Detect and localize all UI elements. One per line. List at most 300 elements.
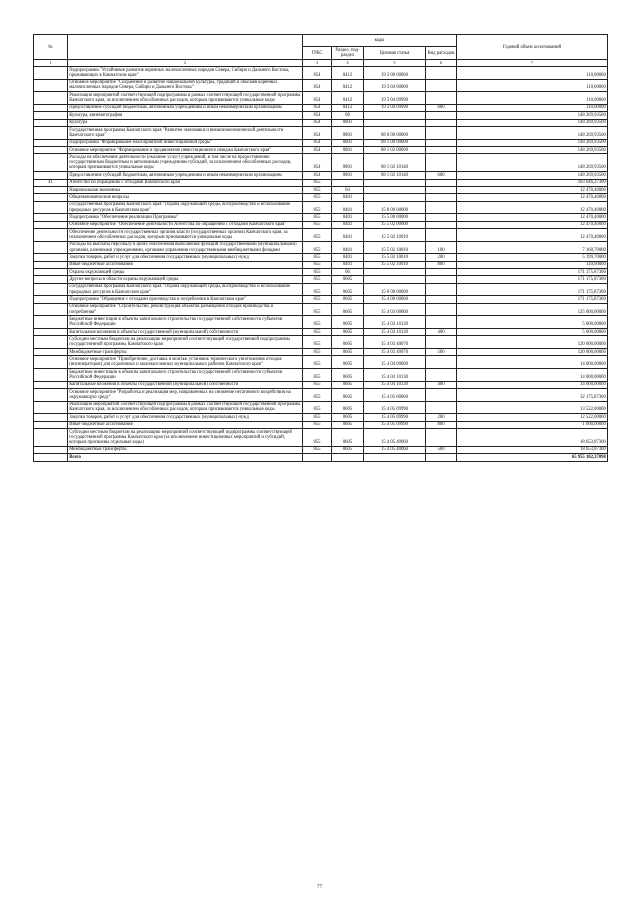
row-expense-type: 200: [426, 254, 457, 261]
row-target-article: 15 5 02 10010: [364, 261, 426, 268]
row-amount: 110,00000: [457, 67, 608, 80]
row-expense-type: [426, 303, 457, 316]
table-header: [34, 35, 608, 67]
row-number: [34, 349, 68, 356]
row-name: Государственная программа Камчатского края "Развитие экономики и внешнеэкономической деятельности Камчатского края": [68, 127, 303, 140]
row-name: Закупка товаров, работ и услуг для обеспечения государственных (муниципальных) нужд: [68, 254, 303, 261]
row-target-article: 15 4 03 40070: [364, 349, 426, 356]
row-grbs: 854: [303, 92, 332, 105]
row-expense-type: [426, 154, 457, 172]
row-target-article: 15 4 05 09990: [364, 414, 426, 421]
row-expense-type: [426, 276, 457, 283]
row-grbs: 855: [303, 261, 332, 268]
row-razdel: 0605: [332, 369, 364, 382]
row-name: Подпрограмма "Формирование благоприятной инвестиционной среды": [68, 139, 303, 146]
row-name: Капитальные вложения в объекты государственной (муниципальной) собственности: [68, 329, 303, 336]
row-number: 41: [34, 179, 68, 186]
row-razdel: 0401: [332, 261, 364, 268]
table-row: [34, 356, 608, 369]
row-grbs: 855: [303, 446, 332, 453]
row-amount: 148 269,93500: [457, 139, 608, 146]
row-expense-type: [426, 79, 457, 92]
row-target-article: [364, 276, 426, 283]
row-number: [34, 296, 68, 303]
row-name: Общеэкономические вопросы: [68, 194, 303, 201]
row-expense-type: 500: [426, 349, 457, 356]
budget-table: [33, 34, 608, 462]
row-number: [34, 254, 68, 261]
row-number: [34, 104, 68, 111]
row-grbs: 855: [303, 414, 332, 421]
row-amount: 148 269,93500: [457, 172, 608, 179]
row-amount: 32 175,87300: [457, 389, 608, 402]
row-grbs: 855: [303, 329, 332, 336]
row-number: [34, 356, 68, 369]
row-name: Межбюджетные трансферты: [68, 349, 303, 356]
row-target-article: 15 4 04 00000: [364, 356, 426, 369]
row-amount: 148 269,93500: [457, 154, 608, 172]
row-expense-type: [426, 389, 457, 402]
row-razdel: 0605: [332, 401, 364, 414]
row-expense-type: [426, 428, 457, 446]
row-amount: 171 175,87300: [457, 296, 608, 303]
row-amount: 171 175,87300: [457, 283, 608, 296]
row-target-article: 15 4 04 10130: [364, 381, 426, 388]
row-number: [34, 127, 68, 140]
row-target-article: 15 5 00 00000: [364, 214, 426, 221]
header-num-7: 7: [457, 60, 608, 67]
row-name: Другие вопросы в области охраны окружающей среды: [68, 276, 303, 283]
row-grbs: 855: [303, 254, 332, 261]
total-grbs: [303, 454, 332, 461]
row-name: Подпрограмма "Обращение с отходами производства и потребления в Камчатском крае": [68, 296, 303, 303]
row-name: Реализация мероприятий соответствующей подпрограммы в рамках соответствующей государственной программы Камчатского края, за исключением обособленных расходов, которым присваиваются уникальные коды: [68, 401, 303, 414]
row-expense-type: [426, 147, 457, 154]
table-row: [34, 269, 608, 276]
row-number: [34, 172, 68, 179]
table-body: [34, 67, 608, 454]
row-amount: 148 269,93500: [457, 147, 608, 154]
row-amount: 110,00000: [457, 261, 608, 268]
row-target-article: 08 0 00 00000: [364, 127, 426, 140]
row-target-article: 19 3 04 09990: [364, 92, 426, 105]
row-name: Основное мероприятие "Разработка и реализация мер, направленных на снижение негативного воздействия на окружающую среду": [68, 389, 303, 402]
row-name: Реализация мероприятий соответствующей подпрограммы в рамках соответствующей государственной программы Камчатского края, за исключением обособленных расходов, которым присваиваются уникальные коды: [68, 92, 303, 105]
table-row: [34, 283, 608, 296]
row-expense-type: 200: [426, 414, 457, 421]
row-razdel: 0412: [332, 92, 364, 105]
row-number: [34, 316, 68, 329]
row-amount: 12 470,40000: [457, 221, 608, 228]
row-amount: 1 000,00000: [457, 421, 608, 428]
row-amount: 12 470,40000: [457, 214, 608, 221]
row-grbs: 855: [303, 221, 332, 228]
row-name: Государственная программа Камчатского края "Охрана окружающей среды, воспроизводство и использование природных ресурсов в Камчатском крае": [68, 201, 303, 214]
header-codes: коды: [303, 35, 457, 47]
row-amount: 125 000,00000: [457, 303, 608, 316]
row-amount: 7 160,70000: [457, 241, 608, 254]
row-expense-type: [426, 296, 457, 303]
row-razdel: 0605: [332, 446, 364, 453]
row-expense-type: [426, 112, 457, 119]
table-row: [34, 349, 608, 356]
row-amount: 110,00000: [457, 104, 608, 111]
table-row: [34, 194, 608, 201]
row-razdel: 0605: [332, 428, 364, 446]
row-expense-type: [426, 283, 457, 296]
row-number: [34, 154, 68, 172]
row-amount: 14 000,00000: [457, 356, 608, 369]
header-amount: Годовой объем ассигнований: [457, 35, 608, 60]
header-num-1: 1: [34, 60, 68, 67]
row-target-article: 15 5 02 10010: [364, 254, 426, 261]
row-grbs: 854: [303, 79, 332, 92]
row-razdel: 06: [332, 269, 364, 276]
row-amount: 171 175,87300: [457, 269, 608, 276]
row-target-article: 19 3 04 09990: [364, 104, 426, 111]
row-name: Закупка товаров, работ и услуг для обеспечения государственных (муниципальных) нужд: [68, 414, 303, 421]
row-razdel: 0605: [332, 349, 364, 356]
row-name: Основное мероприятие "Приобретение, доставка и монтаж установок термического уничтожения отходов (инсинераторов) для отдаленных и малонаселенных муниципальных районов Камчатского края": [68, 356, 303, 369]
row-expense-type: [426, 369, 457, 382]
row-target-article: [364, 119, 426, 126]
row-amount: 5 000,00000: [457, 316, 608, 329]
row-target-article: [364, 112, 426, 119]
header-grbs: ГРБС: [303, 47, 332, 60]
row-number: [34, 214, 68, 221]
row-expense-type: 400: [426, 329, 457, 336]
row-number: [34, 421, 68, 428]
table-row: [34, 241, 608, 254]
row-name: Культура: [68, 119, 303, 126]
total-row: [34, 454, 608, 461]
row-amount: 12 470,40000: [457, 229, 608, 242]
row-amount: 14 000,00000: [457, 369, 608, 382]
total-no: [34, 454, 68, 461]
row-expense-type: [426, 356, 457, 369]
row-amount: 171 175,87300: [457, 276, 608, 283]
row-razdel: 0605: [332, 414, 364, 421]
row-name: Основное мероприятие "Обеспечение деятельности Агентства по обращению с отходами Камчатского края": [68, 221, 303, 228]
row-name: Национальная экономика: [68, 186, 303, 193]
row-grbs: 855: [303, 421, 332, 428]
row-razdel: 0401: [332, 201, 364, 214]
table-row: [34, 316, 608, 329]
table-row: [34, 229, 608, 242]
table-row: [34, 401, 608, 414]
row-number: [34, 336, 68, 349]
row-razdel: 0401: [332, 194, 364, 201]
row-target-article: 15 5 02 10010: [364, 229, 426, 242]
row-name: Подпрограмма "Обеспечение реализации Программы": [68, 214, 303, 221]
row-grbs: 855: [303, 428, 332, 446]
row-grbs: 855: [303, 369, 332, 382]
row-number: [34, 201, 68, 214]
table-row: [34, 381, 608, 388]
row-grbs: 855: [303, 296, 332, 303]
row-amount: 12 470,40000: [457, 201, 608, 214]
row-grbs: 854: [303, 172, 332, 179]
row-target-article: 08 1 02 10140: [364, 154, 426, 172]
row-number: [34, 329, 68, 336]
total-cs: [364, 454, 426, 461]
row-razdel: 0801: [332, 127, 364, 140]
row-grbs: 855: [303, 179, 332, 186]
total-amount: 65 955 102,37098: [457, 454, 608, 461]
row-grbs: 855: [303, 186, 332, 193]
header-num-2: 2: [68, 60, 303, 67]
row-name: Межбюджетные трансферты: [68, 446, 303, 453]
row-amount: 5 199,70000: [457, 254, 608, 261]
table-row: [34, 446, 608, 453]
row-name: Иные бюджетные ассигнования: [68, 421, 303, 428]
row-name: Расходы на обеспечение деятельности (оказание услуг) учреждений, в том числе на предоставление государственным бюджетным и автономным учреждениям субсидий, за исключением обособленных расходов, которым присваиваются уникальные коды: [68, 154, 303, 172]
row-name: Основное мероприятие "Сохранение и развитие национальной культуры, традиций и обычаев коренных малочисленных народов Севера, Сибири и Дальнего Востока": [68, 79, 303, 92]
row-target-article: 15 4 05 09990: [364, 421, 426, 428]
row-grbs: 855: [303, 214, 332, 221]
row-number: [34, 119, 68, 126]
row-razdel: 0605: [332, 381, 364, 388]
row-name: Агентство по обращению с отходами Камчатского края: [68, 179, 303, 186]
row-number: [34, 261, 68, 268]
row-razdel: 0401: [332, 221, 364, 228]
row-name: Предоставление субсидий бюджетным, автономным учреждениям и иным некоммерческим организациям: [68, 104, 303, 111]
table-row: [34, 92, 608, 105]
row-target-article: 15 4 03 00000: [364, 303, 426, 316]
row-number: [34, 186, 68, 193]
row-amount: 12 470,40000: [457, 186, 608, 193]
row-razdel: 0401: [332, 241, 364, 254]
row-grbs: 854: [303, 104, 332, 111]
row-grbs: 855: [303, 316, 332, 329]
row-number: [34, 389, 68, 402]
table-row: [34, 261, 608, 268]
row-number: [34, 67, 68, 80]
row-target-article: 15 4 05 40060: [364, 446, 426, 453]
row-amount: 12 522,00000: [457, 414, 608, 421]
row-expense-type: [426, 229, 457, 242]
row-expense-type: 800: [426, 421, 457, 428]
table-row: [34, 67, 608, 80]
row-razdel: [332, 179, 364, 186]
row-grbs: 854: [303, 127, 332, 140]
row-razdel: 0605: [332, 356, 364, 369]
table-row: [34, 139, 608, 146]
row-grbs: 854: [303, 154, 332, 172]
row-number: [34, 139, 68, 146]
row-target-article: 15 4 05 00000: [364, 389, 426, 402]
row-expense-type: [426, 221, 457, 228]
row-expense-type: [426, 214, 457, 221]
row-number: [34, 401, 68, 414]
row-expense-type: [426, 201, 457, 214]
row-razdel: 0605: [332, 316, 364, 329]
row-target-article: 15 4 03 10130: [364, 316, 426, 329]
row-target-article: [364, 186, 426, 193]
row-grbs: 855: [303, 201, 332, 214]
row-name: Бюджетные инвестиции в объекты капитального строительства государственной собственности субъектов Российской Федерации: [68, 369, 303, 382]
header-num-6: 6: [426, 60, 457, 67]
header-num-5: 5: [364, 60, 426, 67]
row-grbs: 854: [303, 67, 332, 80]
row-amount: 110,00000: [457, 92, 608, 105]
row-expense-type: [426, 194, 457, 201]
row-amount: 183 646,27300: [457, 179, 608, 186]
row-razdel: 0605: [332, 336, 364, 349]
header-cs: Целевая статья: [364, 47, 426, 60]
table-row: [34, 186, 608, 193]
row-expense-type: [426, 119, 457, 126]
row-razdel: 0801: [332, 147, 364, 154]
table-row: [34, 79, 608, 92]
row-name: Государственная программа Камчатского края "Охрана окружающей среды, воспроизводство и использование природных ресурсов в Камчатском крае": [68, 283, 303, 296]
row-target-article: 19 3 04 00000: [364, 79, 426, 92]
row-number: [34, 369, 68, 382]
row-expense-type: [426, 179, 457, 186]
row-expense-type: [426, 316, 457, 329]
row-expense-type: [426, 139, 457, 146]
header-razdel: Раздел, под-раздел: [332, 47, 364, 60]
row-target-article: 15 4 04 10130: [364, 369, 426, 382]
row-name: Бюджетные инвестиции в объекты капитального строительства государственной собственности субъектов Российской Федерации: [68, 316, 303, 329]
row-expense-type: [426, 127, 457, 140]
table-row: [34, 296, 608, 303]
row-target-article: [364, 194, 426, 201]
total-rz: [332, 454, 364, 461]
row-number: [34, 269, 68, 276]
table-row: [34, 214, 608, 221]
row-grbs: 855: [303, 389, 332, 402]
row-razdel: 0801: [332, 119, 364, 126]
row-number: [34, 229, 68, 242]
header-num-4: 4: [332, 60, 364, 67]
table-row: [34, 172, 608, 179]
total-vr: [426, 454, 457, 461]
row-razdel: 0605: [332, 296, 364, 303]
table-row: [34, 147, 608, 154]
row-expense-type: 800: [426, 261, 457, 268]
table-row: [34, 112, 608, 119]
row-amount: 148 269,93500: [457, 119, 608, 126]
row-target-article: 15 4 05 40060: [364, 428, 426, 446]
row-number: [34, 194, 68, 201]
total-label: Всего: [68, 454, 303, 461]
row-name: Капитальные вложения в объекты государственной (муниципальной) собственности: [68, 381, 303, 388]
row-target-article: 08 1 02 00000: [364, 147, 426, 154]
row-target-article: 15 5 02 10010: [364, 241, 426, 254]
row-name: Предоставление субсидий бюджетным, автономным учреждениям и иным некоммерческим организациям: [68, 172, 303, 179]
row-amount: 12 470,40000: [457, 194, 608, 201]
row-razdel: 0605: [332, 389, 364, 402]
row-grbs: 854: [303, 139, 332, 146]
table-row: [34, 389, 608, 402]
header-name: [68, 35, 303, 60]
row-amount: 13 522,00000: [457, 401, 608, 414]
row-target-article: 15 0 00 00000: [364, 283, 426, 296]
row-expense-type: 400: [426, 381, 457, 388]
row-name: Обеспечение деятельности государственных органов власти (государственных органов) Камчатского края, за исключением обособленных расходов, которым присваиваются уникальные коды: [68, 229, 303, 242]
row-name: Культура, кинематография: [68, 112, 303, 119]
row-number: [34, 221, 68, 228]
row-razdel: 0605: [332, 421, 364, 428]
table-row: [34, 336, 608, 349]
table-row: [34, 104, 608, 111]
row-number: [34, 112, 68, 119]
row-target-article: 15 0 00 00000: [364, 201, 426, 214]
row-number: [34, 283, 68, 296]
row-name: Основное мероприятие "Формирование и продвижение инвестиционного имиджа Камчатского края": [68, 147, 303, 154]
row-expense-type: 600: [426, 172, 457, 179]
table-row: [34, 428, 608, 446]
row-razdel: 0401: [332, 214, 364, 221]
row-razdel: 0801: [332, 139, 364, 146]
row-amount: 120 000,00000: [457, 349, 608, 356]
table-row: [34, 369, 608, 382]
row-target-article: 15 4 05 09990: [364, 401, 426, 414]
row-target-article: 08 1 02 10140: [364, 172, 426, 179]
table-row: [34, 276, 608, 283]
table-row: [34, 414, 608, 421]
row-grbs: 855: [303, 194, 332, 201]
row-target-article: [364, 179, 426, 186]
row-expense-type: [426, 336, 457, 349]
row-amount: 14 000,00000: [457, 381, 608, 388]
row-number: [34, 276, 68, 283]
row-name: Субсидии местным бюджетам на реализацию мероприятий соответствующей подпрограммы соответствующей государственной программы Камчатского края (за исключением инвестиционных мероприятий и субсидий, которым присвоены отдельные коды): [68, 428, 303, 446]
row-grbs: 855: [303, 381, 332, 388]
row-amount: 148 269,93500: [457, 127, 608, 140]
row-razdel: 08: [332, 112, 364, 119]
row-razdel: 0605: [332, 276, 364, 283]
row-expense-type: [426, 186, 457, 193]
row-amount: 5 000,00000: [457, 329, 608, 336]
row-target-article: 15 4 03 40070: [364, 336, 426, 349]
row-target-article: 08 1 00 00000: [364, 139, 426, 146]
row-number: [34, 92, 68, 105]
row-grbs: 855: [303, 276, 332, 283]
row-number: [34, 241, 68, 254]
table-row: [34, 421, 608, 428]
header-vr: Вид расходов: [426, 47, 457, 60]
row-target-article: 19 3 00 00000: [364, 67, 426, 80]
row-razdel: 0605: [332, 329, 364, 336]
row-grbs: 855: [303, 336, 332, 349]
row-target-article: 15 4 03 10130: [364, 329, 426, 336]
row-amount: 148 269,93500: [457, 112, 608, 119]
table-row: [34, 329, 608, 336]
row-grbs: 855: [303, 241, 332, 254]
table-row: [34, 179, 608, 186]
row-expense-type: 500: [426, 446, 457, 453]
row-grbs: 855: [303, 356, 332, 369]
row-number: [34, 428, 68, 446]
header-num-3: 3: [303, 60, 332, 67]
row-grbs: 854: [303, 112, 332, 119]
row-grbs: 855: [303, 401, 332, 414]
row-grbs: 855: [303, 269, 332, 276]
budget-sheet: [33, 34, 607, 462]
row-target-article: [364, 269, 426, 276]
row-razdel: 04: [332, 186, 364, 193]
row-expense-type: 600: [426, 104, 457, 111]
row-name: Субсидии местным бюджетам на реализацию мероприятий соответствующей государственной подпрограммы государственной программы Камчатского края: [68, 336, 303, 349]
row-grbs: 854: [303, 119, 332, 126]
row-amount: 18 653,87300: [457, 446, 608, 453]
table-row: [34, 119, 608, 126]
row-name: Подпрограмма "Устойчивое развитие коренных малочисленных народов Севера, Сибири и Дальнего Востока, проживающих в Камчатском крае": [68, 67, 303, 80]
row-name: Расходы на выплаты персоналу в целях обеспечения выполнения функций государственными (муниципальными) органами, казенными учреждениями, органами управления государственными внебюджетными фондами: [68, 241, 303, 254]
row-number: [34, 414, 68, 421]
